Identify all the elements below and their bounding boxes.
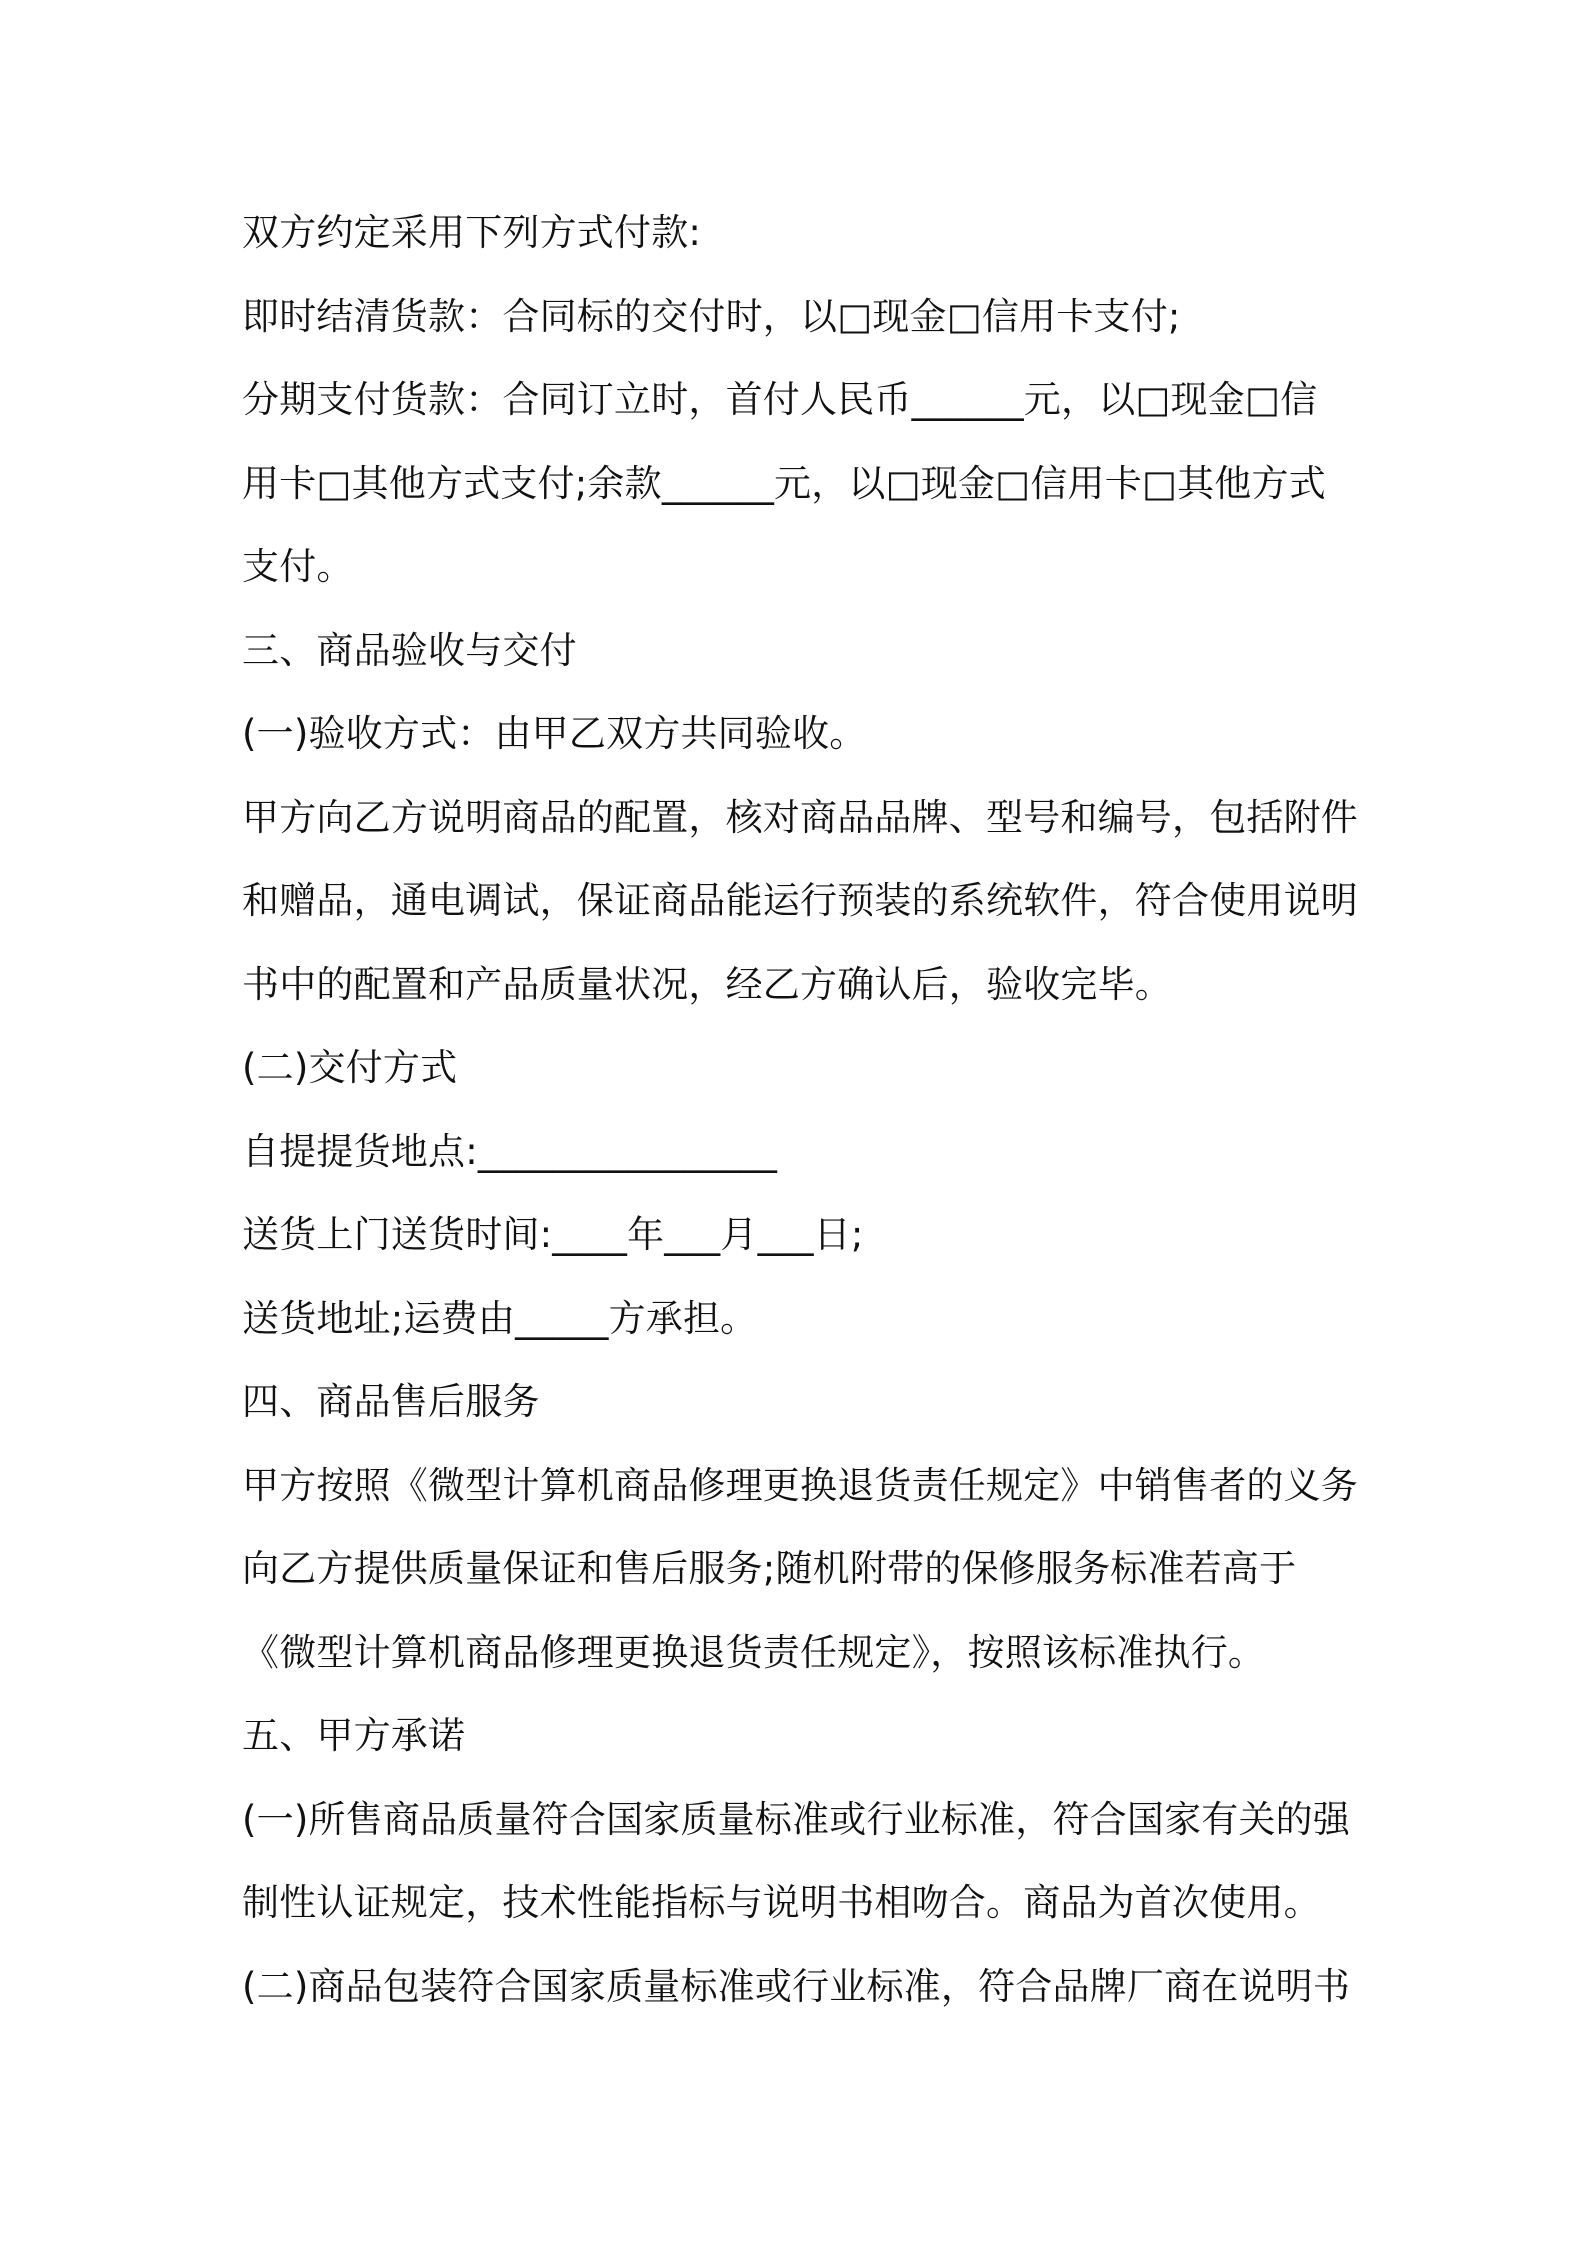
delivery-address-line: 送货地址;运费由_____方承担。 — [242, 1296, 758, 1340]
immediate-payment-line: 即时结清货款：合同标的交付时，以□现金□信用卡支付; — [242, 294, 1181, 338]
promise-2-line-1: (二)商品包装符合国家质量标准或行业标准，符合品牌厂商在说明书 — [242, 1964, 1351, 2008]
delivery-time-line: 送货上门送货时间:____年___月___日; — [242, 1213, 864, 1256]
after-sales-line-2: 向乙方提供质量保证和售后服务;随机附带的保修服务标准若高于 — [242, 1547, 1297, 1590]
document-body — [242, 191, 1362, 2028]
payment-intro-line: 双方约定采用下列方式付款: — [242, 211, 702, 254]
after-sales-line-3: 《微型计算机商品修理更换退货责任规定》，按照该标准执行。 — [242, 1630, 1266, 1674]
installment-payment-line-2: 用卡□其他方式支付;余款______元，以□现金□信用卡□其他方式 — [242, 461, 1326, 505]
acceptance-detail-line-1: 甲方向乙方说明商品的配置，核对商品品牌、型号和编号，包括附件 — [242, 795, 1358, 839]
promise-1-line-1: (一)所售商品质量符合国家质量标准或行业标准，符合国家有关的强 — [242, 1797, 1351, 1841]
acceptance-detail-line-3: 书中的配置和产品质量状况，经乙方确认后，验收完毕。 — [242, 962, 1172, 1006]
acceptance-method-line: (一)验收方式：由甲乙双方共同验收。 — [242, 712, 867, 755]
promise-1-line-2: 制性认证规定，技术性能指标与说明书相吻合。商品为首次使用。 — [242, 1881, 1321, 1924]
pickup-location-line: 自提提货地点:________________ — [242, 1129, 778, 1173]
section-heading-3: 三、商品验收与交付 — [242, 628, 577, 672]
section-heading-5: 五、甲方承诺 — [242, 1714, 466, 1757]
delivery-method-heading: (二)交付方式 — [242, 1046, 458, 1089]
installment-payment-line-3: 支付。 — [242, 545, 354, 588]
section-heading-4: 四、商品售后服务 — [242, 1380, 540, 1423]
acceptance-detail-line-2: 和赠品，通电调试，保证商品能运行预装的系统软件，符合使用说明 — [242, 879, 1358, 922]
installment-payment-line-1: 分期支付货款：合同订立时，首付人民币______元，以□现金□信 — [242, 378, 1318, 421]
after-sales-line-1: 甲方按照《微型计算机商品修理更换退货责任规定》中销售者的义务 — [242, 1463, 1358, 1507]
